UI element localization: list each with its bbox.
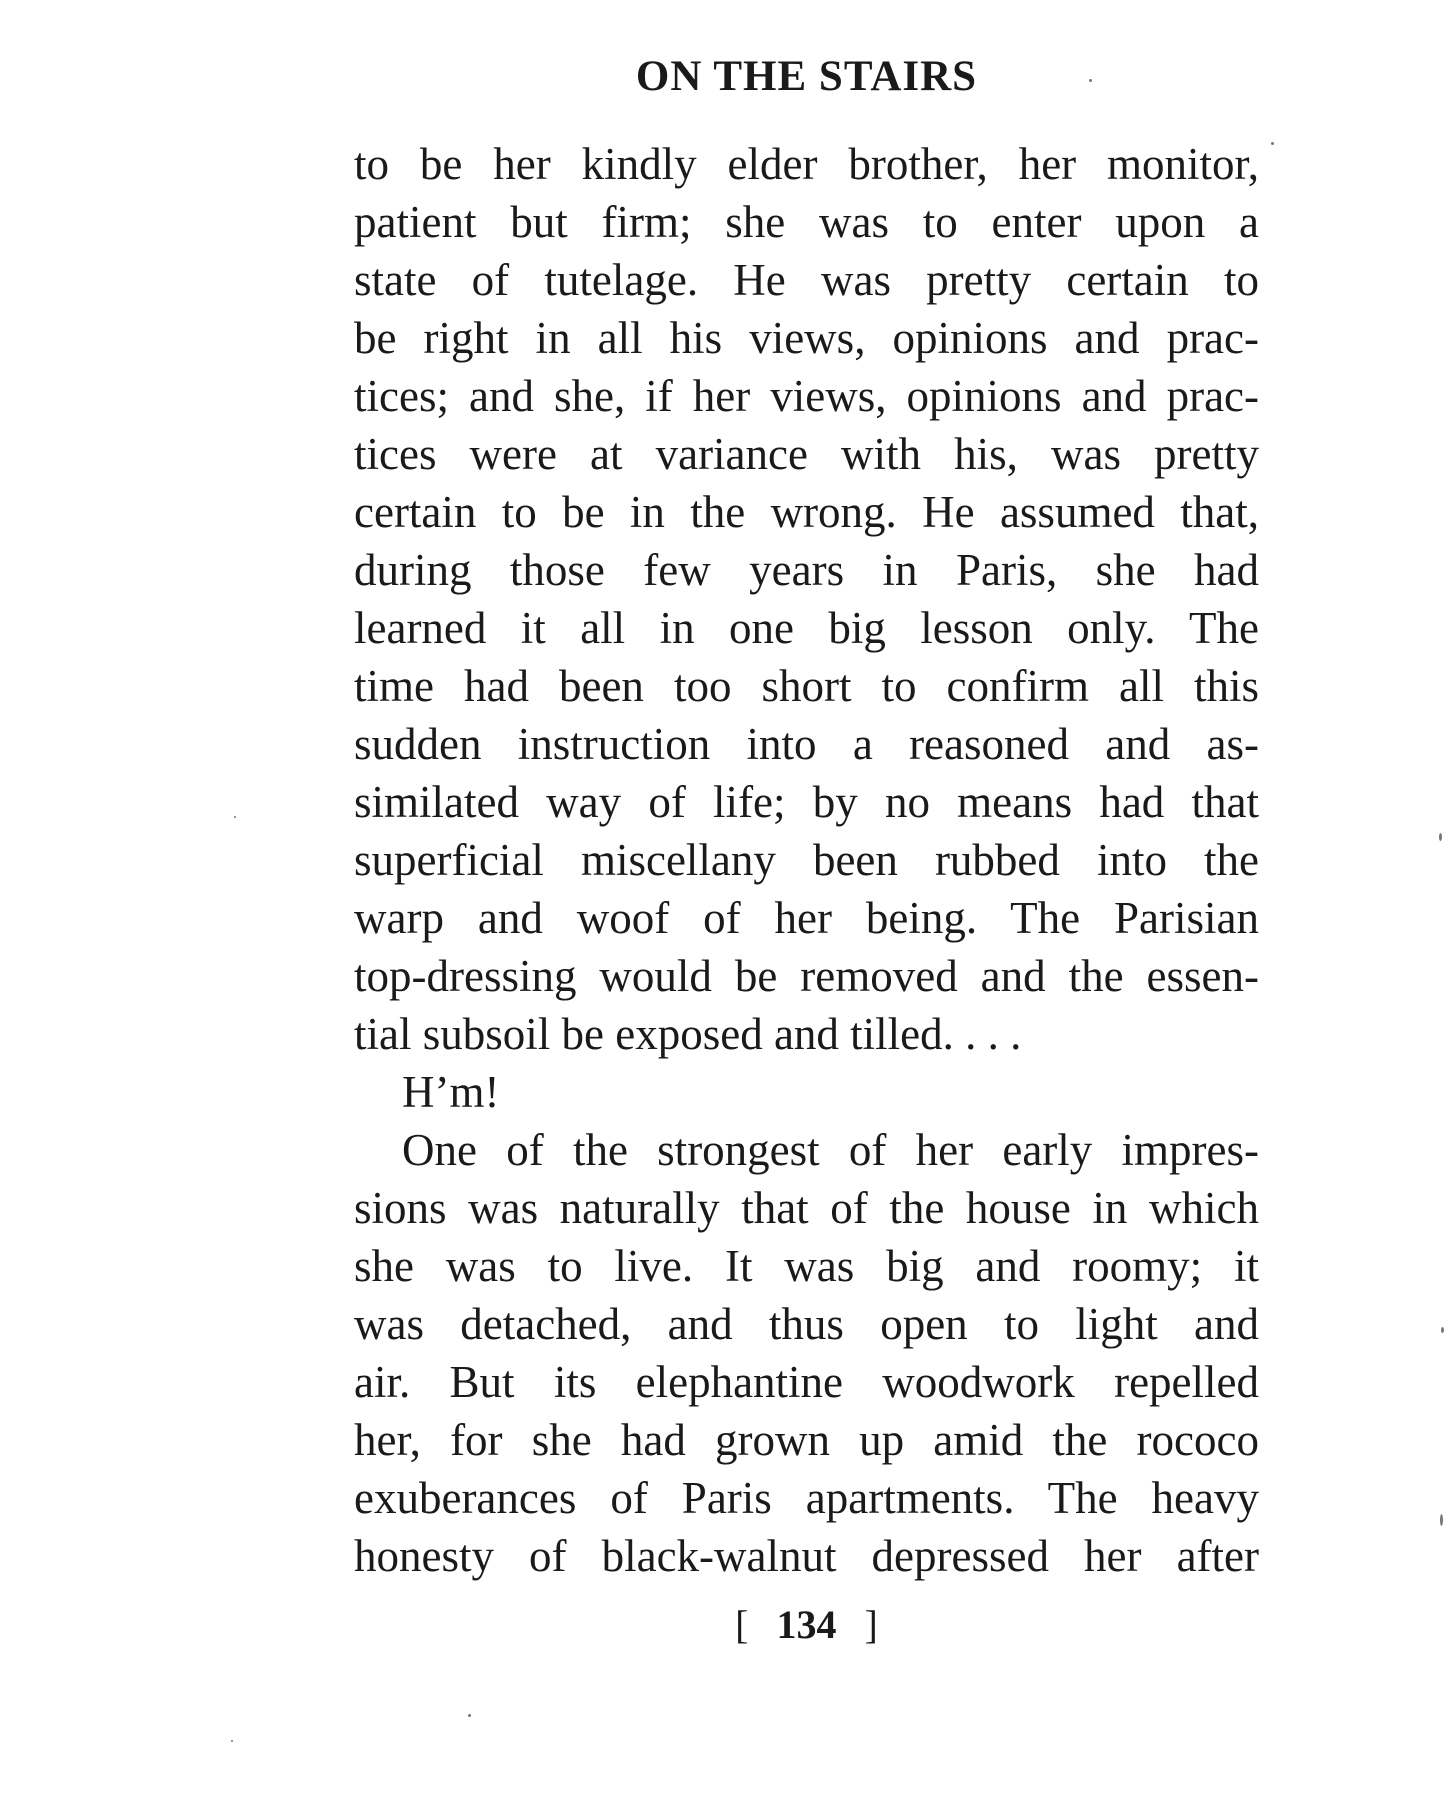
text-line: certain to be in the wrong. He assumed that, [354, 487, 1259, 537]
running-head: ON THE STAIRS [635, 53, 978, 100]
folio-number: 134 [776, 1602, 837, 1647]
scan-speck [468, 1714, 471, 1717]
text-line: her, for she had grown up amid the rococo [354, 1415, 1259, 1465]
scan-speck [234, 816, 236, 818]
scan-speck [1439, 833, 1442, 841]
text-line: be right in all his views, opinions and prac- [354, 313, 1259, 363]
scan-speck [1271, 142, 1274, 145]
text-line: state of tutelage. He was pretty certain to [354, 255, 1259, 305]
text-line: warp and woof of her being. The Parisian [354, 893, 1259, 943]
paragraph-first-line: One of the strongest of her early impres- [402, 1125, 1259, 1175]
page-number [354, 1600, 1259, 1650]
text-line: time had been too short to confirm all this [354, 661, 1259, 711]
text-line: patient but firm; she was to enter upon a [354, 197, 1259, 247]
text-line: tices were at variance with his, was pretty [354, 429, 1259, 479]
text-line: sudden instruction into a reasoned and as- [354, 719, 1259, 769]
scan-speck [231, 1740, 233, 1742]
text-line: sions was naturally that of the house in which [354, 1183, 1259, 1233]
text-line: similated way of life; by no means had that [354, 777, 1259, 827]
folio-close-bracket: ] [864, 1602, 878, 1647]
text-line: she was to live. It was big and roomy; it [354, 1241, 1259, 1291]
scan-speck [1440, 1514, 1443, 1526]
text-line: was detached, and thus open to light and [354, 1299, 1259, 1349]
text-line: tices; and she, if her views, opinions and prac- [354, 371, 1259, 421]
text-line: to be her kindly elder brother, her monitor, [354, 139, 1259, 189]
text-line: air. But its elephantine woodwork repelled [354, 1357, 1259, 1407]
scan-speck [1441, 1327, 1444, 1333]
text-line: learned it all in one big lesson only. The [354, 603, 1259, 653]
text-line: top-dressing would be removed and the essen- [354, 951, 1259, 1001]
paragraph-interjection: H’m! [402, 1067, 500, 1117]
text-line: tial subsoil be exposed and tilled. . . . [354, 1009, 1022, 1059]
body-text [354, 135, 1259, 1585]
text-line: honesty of black-walnut depressed her after [354, 1531, 1259, 1581]
scan-speck [1089, 79, 1092, 82]
folio-open-bracket: [ [735, 1602, 749, 1647]
text-line: during those few years in Paris, she had [354, 545, 1259, 595]
text-line: superficial miscellany been rubbed into the [354, 835, 1259, 885]
text-line: exuberances of Paris apartments. The heavy [354, 1473, 1259, 1523]
